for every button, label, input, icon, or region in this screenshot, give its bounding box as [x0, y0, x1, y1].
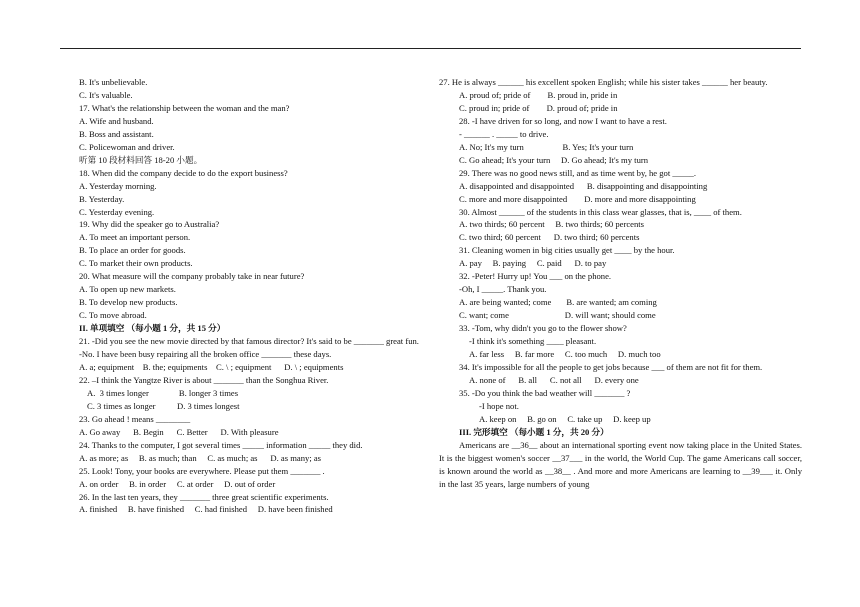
- option-line: B. It's unbelievable.: [79, 77, 148, 87]
- option-line: A. keep on B. go on C. take up D. keep up: [479, 413, 651, 424]
- right-column: [439, 76, 802, 491]
- option-line: A. finished B. have finished C. had finished D. have been finished: [79, 504, 333, 515]
- question-line: -No. I have been busy repairing all the broken office _______ these days.: [79, 349, 332, 360]
- option-line: A. proud of; pride of B. proud in, pride in: [459, 89, 618, 100]
- question-line: 27. He is always ______ his excellent spoken English; while his sister takes ______ her beauty.: [439, 77, 768, 87]
- option-line: A. are being wanted; come B. are wanted; am coming: [459, 297, 657, 308]
- section-heading: III. 完形填空 （每小题 1 分，共 20 分）: [459, 426, 609, 437]
- option-line: A. Go away B. Begin C. Better D. With pleasure: [79, 426, 279, 437]
- question-line: 33. -Tom, why didn't you go to the flower show?: [459, 323, 627, 334]
- option-line: A. on order B. in order C. at order D. out of order: [79, 478, 276, 489]
- option-line: A. Yesterday morning.: [79, 180, 157, 191]
- option-line: C. want; come D. will want; should come: [459, 310, 656, 321]
- option-line: C. To move abroad.: [79, 310, 147, 321]
- header-rule: [60, 48, 801, 49]
- option-line: A. none of B. all C. not all D. every one: [469, 374, 639, 385]
- question-line: -I think it's something ____ pleasant.: [469, 336, 597, 347]
- question-line: -I hope not.: [479, 400, 519, 411]
- question-line: 18. When did the company decide to do the export business?: [79, 167, 288, 178]
- option-line: A. a; equipment B. the; equipments C. \ ; equipment D. \ ; equipments: [79, 361, 344, 372]
- option-line: B. To place an order for goods.: [79, 245, 186, 256]
- option-line: C. proud in; pride of D. proud of; pride in: [459, 102, 618, 113]
- option-line: C. It's valuable.: [79, 89, 133, 100]
- option-line: A. pay B. paying C. paid D. to pay: [459, 258, 607, 269]
- option-line: B. Yesterday.: [79, 193, 125, 204]
- question-line: 23. Go ahead ! means ________: [79, 413, 191, 424]
- question-line: 19. Why did the speaker go to Australia?: [79, 219, 220, 230]
- option-line: B. Boss and assistant.: [79, 128, 154, 139]
- question-line: 31. Cleaning women in big cities usually get ____ by the hour.: [459, 245, 675, 256]
- question-line: 30. Almost ______ of the students in this class wear glasses, that is, ____ of them.: [459, 206, 742, 217]
- option-line: C. two third; 60 percent D. two third; 60 percents: [459, 232, 640, 243]
- question-line: - ______ . _____ to drive.: [459, 128, 549, 139]
- question-line: 17. What's the relationship between the woman and the man?: [79, 102, 290, 113]
- option-line: A. 3 times longer B. longer 3 times: [87, 387, 239, 398]
- question-line: 28. -I have driven for so long, and now I want to have a rest.: [459, 115, 667, 126]
- option-line: A. No; It's my turn B. Yes; It's your turn: [459, 141, 634, 152]
- option-line: A. two thirds; 60 percent B. two thirds; 60 percents: [459, 219, 644, 230]
- question-line: 21. -Did you see the new movie directed by that famous director? It's said to be _______ great fun.: [79, 336, 419, 347]
- option-line: C. To market their own products.: [79, 258, 193, 269]
- option-line: C. Policewoman and driver.: [79, 141, 175, 152]
- option-line: C. more and more disappointed D. more and more disappointing: [459, 193, 696, 204]
- question-line: 24. Thanks to the computer, I got several times _____ information _____ they did.: [79, 439, 363, 450]
- question-line: 22. –I think the Yangtze River is about _______ than the Songhua River.: [79, 374, 329, 385]
- question-line: 35. -Do you think the bad weather will _______ ?: [459, 387, 631, 398]
- option-line: C. 3 times as longer D. 3 times longest: [87, 400, 240, 411]
- option-line: C. Go ahead; It's your turn D. Go ahead; It's my turn: [459, 154, 649, 165]
- question-line: 26. In the last ten years, they _______ three great scientific experiments.: [79, 491, 329, 502]
- passage-paragraph: Americans are __36__ about an international sporting event now taking place in the United States. It is the biggest women's soccer __37___ in the world, the World Cup. The game Americans call soccer, is known around the world as __38__ . And more and more Americans are learning to __39___ it. Only in the last 35 years, large numbers of young: [439, 439, 802, 489]
- question-line: -Oh, I _____. Thank you.: [459, 284, 547, 295]
- option-line: B. To develop new products.: [79, 297, 178, 308]
- option-line: A. Wife and husband.: [79, 115, 154, 126]
- question-line: 29. There was no good news still, and as time went by, he got _____.: [459, 167, 697, 178]
- left-column: [79, 76, 422, 516]
- section-heading: II. 单项填空 （每小题 1 分，共 15 分）: [79, 323, 226, 334]
- option-line: A. far less B. far more C. too much D. much too: [469, 349, 661, 360]
- question-line: 20. What measure will the company probably take in near future?: [79, 271, 305, 282]
- question-line: 25. Look! Tony, your books are everywhere. Please put them _______ .: [79, 465, 325, 476]
- option-line: A. To open up new markets.: [79, 284, 176, 295]
- option-line: A. disappointed and disappointed B. disappointing and disappointing: [459, 180, 708, 191]
- question-line: 32. -Peter! Hurry up! You ___ on the phone.: [459, 271, 612, 282]
- option-line: C. Yesterday evening.: [79, 206, 155, 217]
- question-line: 34. It's impossible for all the people to get jobs because ___ of them are not fit for them.: [459, 361, 763, 372]
- option-line: A. To meet an important person.: [79, 232, 191, 243]
- section-instruction: 听第 10 段材料回答 18-20 小题。: [79, 154, 203, 165]
- option-line: A. as more; as B. as much; than C. as much; as D. as many; as: [79, 452, 322, 463]
